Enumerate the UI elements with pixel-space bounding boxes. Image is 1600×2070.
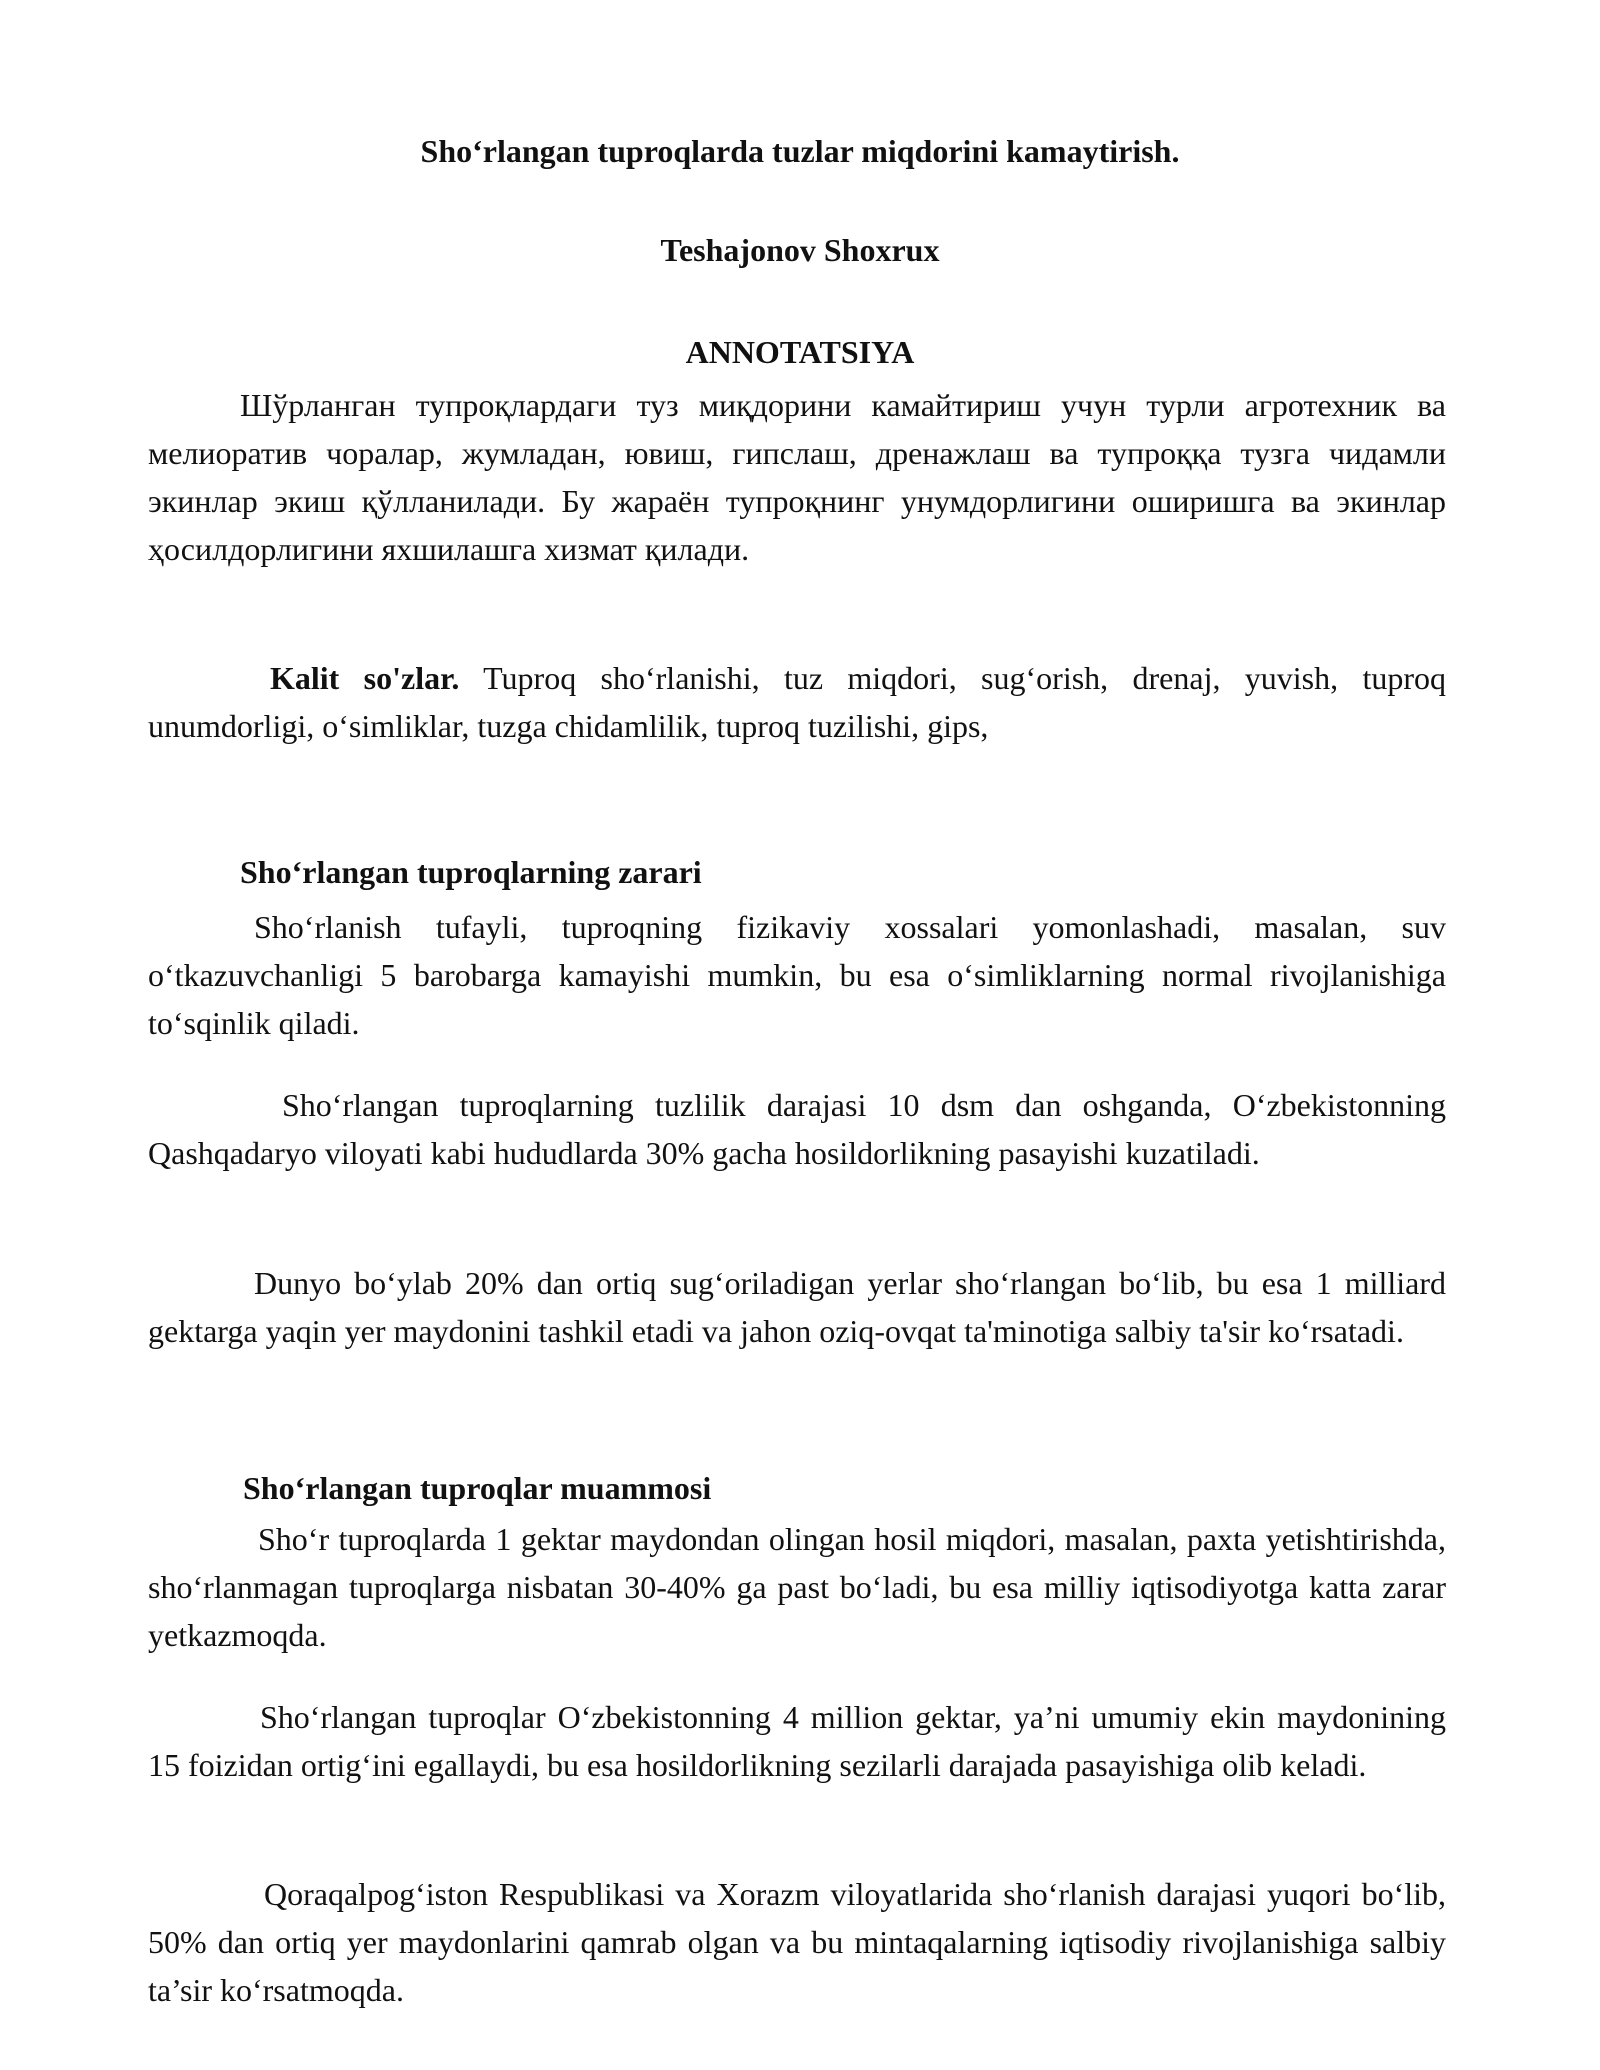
document-title: Sho‘rlangan tuproqlarda tuzlar miqdorini kamaytirish.	[420, 133, 1180, 169]
keywords-label: Kalit so'zlar.	[270, 660, 460, 696]
annotation-heading: ANNOTATSIYA	[685, 334, 915, 370]
section-heading-harm: Sho‘rlangan tuproqlarning zarari	[240, 854, 702, 890]
problem-paragraph-1: Sho‘r tuproqlarda 1 gektar maydondan olingan hosil miqdori, masalan, paxta yetishtirishda, sho‘rlanmagan tuproqlarga nisbatan 30-40% ga past bo‘ladi, bu esa milliy iqtisodiyotga katta zarar yetkazmoqda.	[148, 1521, 1446, 1653]
keywords-paragraph	[148, 654, 1446, 750]
harm-paragraph-1: Sho‘rlanish tufayli, tuproqning fizikaviy xossalari yomonlashadi, masalan, suv o‘tkazuvchanligi 5 barobarga kamayishi mumkin, bu esa o‘simliklarning normal rivojlanishiga to‘sqinlik qiladi.	[148, 909, 1446, 1041]
section-heading-problem: Sho‘rlangan tuproqlar muammosi	[243, 1470, 712, 1506]
annotation-paragraph: Шўрланган тупроқлардаги туз миқдорини камайтириш учун турли агротехник ва мелиоратив чоралар, жумладан, ювиш, гипслаш, дренажлаш ва тупроққа тузга чидамли экинлар экиш қўлланилади. Бу жараён тупроқнинг унумдорлигини оширишга ва экинлар ҳосилдорлигини яхшилашга хизмат қилади.	[148, 387, 1446, 567]
author-name: Teshajonov Shoxrux	[660, 232, 940, 268]
keywords-text: Tuproq sho‘rlanishi, tuz miqdori, sug‘orish, drenaj, yuvish, tuproq unumdorligi, o‘simliklar, tuzga chidamlilik, tuproq tuzilishi, gips,	[148, 660, 1447, 744]
harm-paragraph-3: Dunyo bo‘ylab 20% dan ortiq sug‘oriladigan yerlar sho‘rlangan bo‘lib, bu esa 1 milliard gektarga yaqin yer maydonini tashkil etadi va jahon oziq-ovqat ta'minotiga salbiy ta'sir ko‘rsatadi.	[148, 1265, 1446, 1349]
problem-paragraph-3: Qoraqalpog‘iston Respublikasi va Xorazm viloyatlarida sho‘rlanish darajasi yuqori bo‘lib, 50% dan ortiq yer maydonlarini qamrab olgan va bu mintaqalarning iqtisodiy rivojlanishiga salbiy ta’sir ko‘rsatmoqda.	[148, 1876, 1446, 2008]
harm-paragraph-2: Sho‘rlangan tuproqlarning tuzlilik darajasi 10 dsm dan oshganda, O‘zbekistonning Qashqadaryo viloyati kabi hududlarda 30% gacha hosildorlikning pasayishi kuzatiladi.	[148, 1087, 1446, 1171]
problem-paragraph-2: Sho‘rlangan tuproqlar O‘zbekistonning 4 million gektar, ya’ni umumiy ekin maydonining 15 foizidan ortig‘ini egallaydi, bu esa hosildorlikning sezilarli darajada pasayishiga olib keladi.	[148, 1699, 1446, 1783]
